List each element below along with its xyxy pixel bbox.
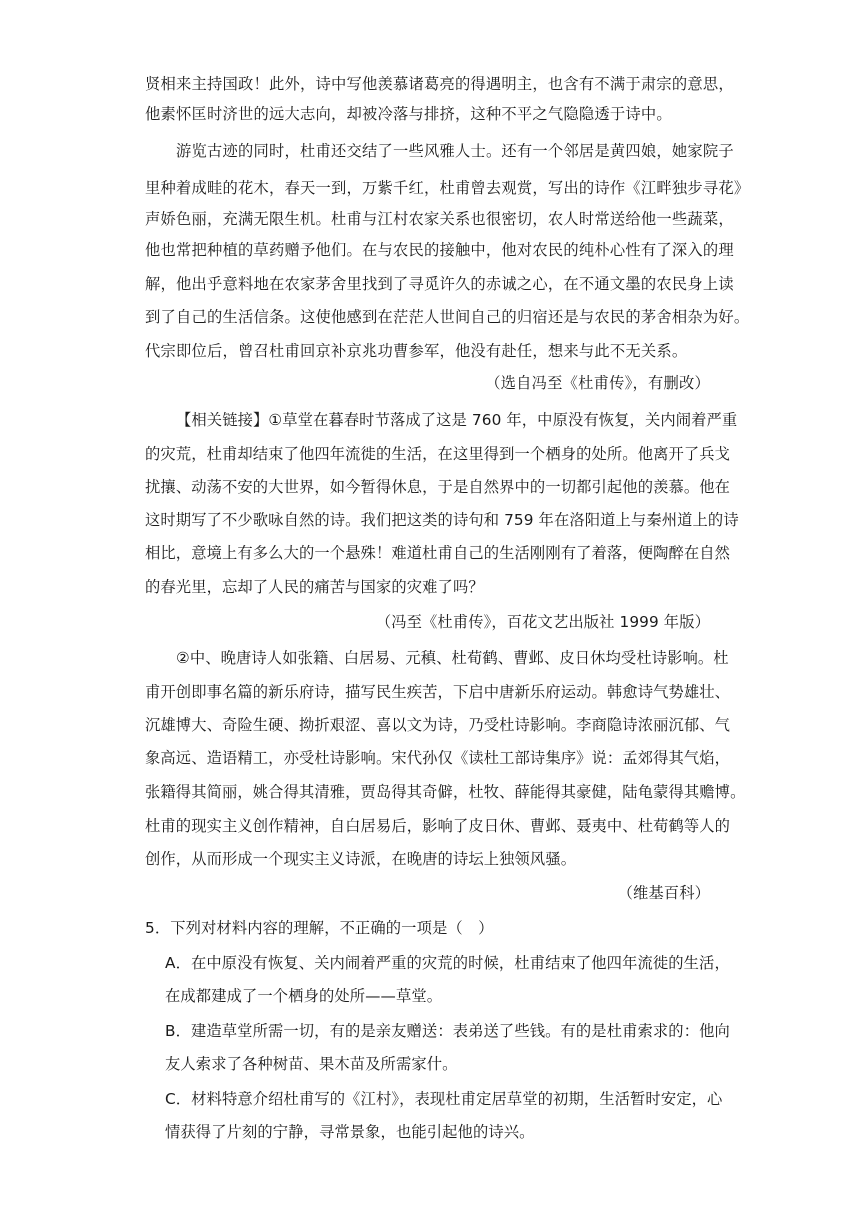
text-line: 的灾荒，杜甫却结束了他四年流徙的生活，在这里得到一个栖身的处所。他离开了兵戈 [145, 445, 731, 463]
text-line: 张籍得其简丽，姚合得其清雅，贾岛得其奇僻，杜牧、薛能得其豪健，陆龟蒙得其赡博。 [145, 783, 746, 801]
text-line: 他素怀匡时济世的远大志向，却被冷落与排挤，这种不平之气隐隐透于诗中。 [145, 105, 672, 123]
text-line: 声娇色丽，充满无限生机。杜甫与江村农家关系也很密切，农人时常送给他一些蔬菜， [145, 210, 734, 228]
option-b: B．建造草堂所需一切，有的是亲友赠送：表弟送了些钱。有的是杜甫索求的：他向 [165, 1022, 730, 1040]
text-line: 他也常把种植的草药赠予他们。在与农民的接触中，他对农民的纯朴心性有了深入的理 [145, 241, 734, 259]
text-line: 相比，意境上有多么大的一个悬殊！难道杜甫自己的生活刚刚有了着落，便陶醉在自然 [145, 544, 731, 562]
text-line: 解，他出乎意料地在农家茅舍里找到了寻觅许久的赤诚之心，在不通文墨的农民身上读 [145, 275, 734, 293]
text-line: 贤相来主持国政！此外，诗中写他羡慕诸葛亮的得遇明主，也含有不满于肃宗的意思， [145, 75, 734, 93]
option-a-cont: 在成都建成了一个栖身的处所——草堂。 [165, 987, 443, 1005]
text-line: 里种着成畦的花木，春天一到，万紫千红，杜甫曾去观赏，写出的诗作《江畔独步寻花》 [145, 179, 750, 197]
text-line: 这时期写了不少歌咏自然的诗。我们把这类的诗句和 759 年在洛阳道上与秦州道上的诗 [145, 511, 739, 529]
text-line: 代宗即位后，曾召杜甫回京补京兆功曹参军，他没有赴任，想来与此不无关系。 [145, 342, 688, 360]
text-line: ②中、晚唐诗人如张籍、白居易、元稹、杜荀鹤、曹邺、皮日休均受杜诗影响。杜 [176, 649, 729, 667]
source-citation: （冯至《杜甫传》，百花文艺出版社 1999 年版） [375, 613, 710, 631]
source-citation: （选自冯至《杜甫传》，有删改） [485, 374, 710, 392]
text-line: 到了自己的生活信条。这使他感到在茫茫人世间自己的归宿还是与农民的茅舍相杂为好。 [145, 308, 750, 326]
text-line: 的春光里，忘却了人民的痛苦与国家的灾难了吗？ [145, 578, 484, 596]
option-c: C．材料特意介绍杜甫写的《江村》，表现杜甫定居草堂的初期，生活暂时安定，心 [165, 1090, 723, 1108]
option-a: A．在中原没有恢复、关内闹着严重的灾荒的时候，杜甫结束了他四年流徙的生活， [165, 954, 730, 972]
source-citation: （维基百科） [617, 884, 710, 902]
text-line: 【相关链接】①草堂在暮春时节落成了这是 760 年，中原没有恢复，关内闹着严重 [176, 411, 738, 429]
text-line: 扰攘、动荡不安的大世界，如今暂得休息，于是自然界中的一切都引起他的羡慕。他在 [145, 478, 731, 496]
text-line: 沉雄博大、奇险生硬、拗折艰涩、喜以文为诗，乃受杜诗影响。李商隐诗浓丽沉郁、气 [145, 716, 731, 734]
option-c-cont: 情获得了片刻的宁静，寻常景象，也能引起他的诗兴。 [165, 1123, 535, 1141]
option-b-cont: 友人索求了各种树苗、果木苗及所需家什。 [165, 1055, 458, 1073]
text-line: 创作，从而形成一个现实主义诗派，在晚唐的诗坛上独领风骚。 [145, 850, 577, 868]
text-line: 象高远、造语精工，亦受杜诗影响。宋代孙仅《读杜工部诗集序》说：孟郊得其气焰， [145, 749, 731, 767]
question-stem: 5．下列对材料内容的理解，不正确的一项是（ ） [145, 919, 494, 937]
text-line: 游览古迹的同时，杜甫还交结了一些风雅人士。还有一个邻居是黄四娘，她家院子 [176, 142, 734, 160]
text-line: 杜甫的现实主义创作精神，自白居易后，影响了皮日休、曹邺、聂夷中、杜荀鹤等人的 [145, 817, 731, 835]
text-line: 甫开创即事名篇的新乐府诗，描写民生疾苦，下启中唐新乐府运动。韩愈诗气势雄壮、 [145, 683, 731, 701]
